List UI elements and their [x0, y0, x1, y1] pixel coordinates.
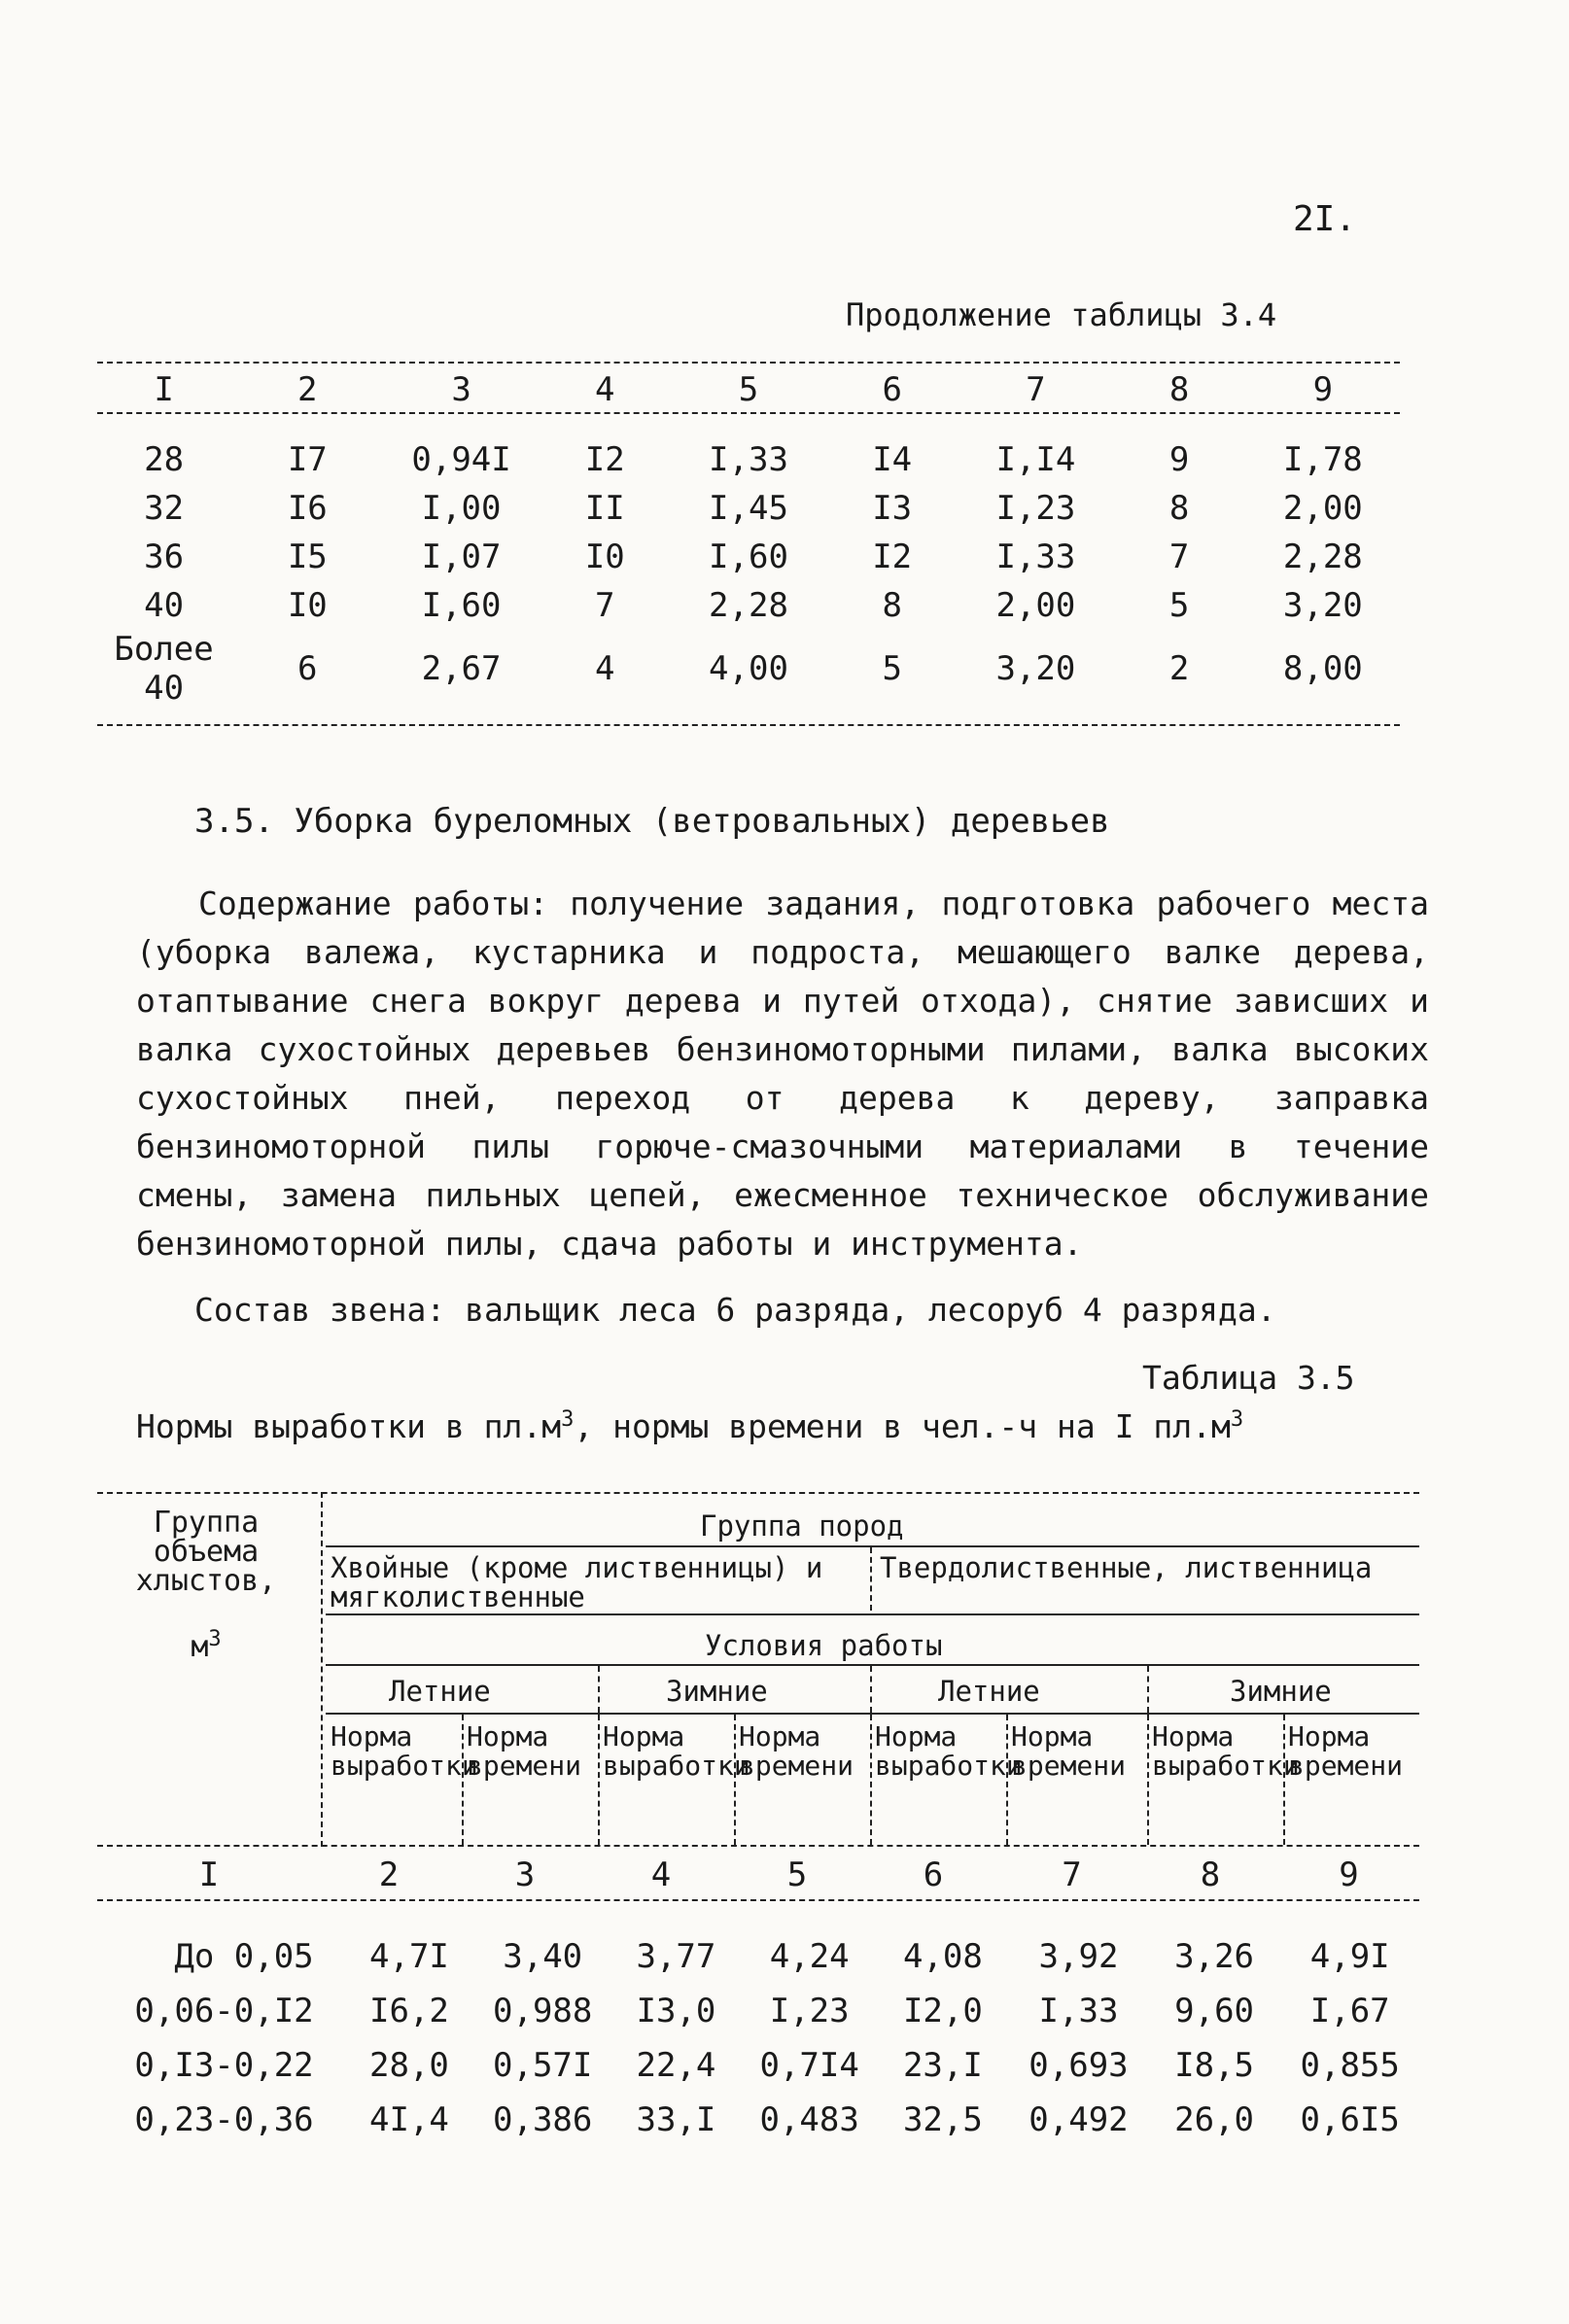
- table-cell: 7: [595, 586, 615, 625]
- norm-col-divider: [1283, 1715, 1285, 1845]
- table-cell: 0,988: [493, 1992, 593, 2030]
- table-row: [97, 484, 1400, 533]
- table-cell: 3,77: [636, 1937, 716, 1976]
- table-cell: II: [584, 489, 625, 528]
- norm-output-header: Норма выработки: [1152, 1720, 1300, 1782]
- column-number: I: [198, 1856, 220, 1894]
- table-row: [97, 1929, 1419, 1984]
- row-label: 0,I3-0,22: [134, 2046, 314, 2085]
- table-row: [97, 2093, 1419, 2147]
- t2-norm-rule: [97, 1845, 1419, 1847]
- column-number: 6: [882, 370, 902, 409]
- table-row: [97, 533, 1400, 581]
- table-cell: 4,24: [769, 1937, 850, 1976]
- table-row: [97, 2038, 1419, 2093]
- table-cell: I4: [872, 440, 913, 479]
- table-3-5-column-numbers-table: [97, 1853, 1419, 1897]
- unit-label: м: [191, 1630, 209, 1664]
- norm-output-header: Норма выработки: [875, 1720, 1023, 1782]
- column-number: 5: [786, 1856, 808, 1894]
- table-cell: 0,483: [759, 2100, 859, 2139]
- table-cell: 40: [144, 586, 185, 625]
- table-cell: I,60: [421, 586, 502, 625]
- group-volume-header: [109, 1506, 303, 1664]
- table-cell: 3,20: [995, 649, 1076, 688]
- winter-header-1: Зимние: [666, 1675, 768, 1708]
- page-number: 2I.: [1293, 199, 1357, 239]
- table-cell: 8: [1168, 489, 1190, 528]
- column-number: I: [154, 370, 174, 409]
- table-cell: I,33: [995, 538, 1076, 576]
- t2-top-rule: [97, 1492, 1419, 1494]
- table-cell: I0: [584, 538, 625, 576]
- table-cell: I,67: [1309, 1992, 1390, 2030]
- column-number: 3: [451, 370, 471, 409]
- table-cell: 33,I: [636, 2100, 716, 2139]
- table-cell: 0,855: [1300, 2046, 1400, 2085]
- table-cell: I2,0: [902, 1992, 983, 2030]
- title-part2: , нормы времени в чел.-ч на I пл.м: [574, 1407, 1231, 1445]
- summer-header-2: Летние: [938, 1675, 1040, 1708]
- crew-composition: Состав звена: вальщик леса 6 разряда, лесоруб 4 разряда.: [194, 1291, 1276, 1329]
- table-3-4-body: [97, 435, 1400, 708]
- table-cell: I5: [287, 538, 328, 576]
- table-cell: 0,693: [1029, 2046, 1129, 2085]
- t2-first-col-divider: [321, 1492, 323, 1847]
- table-cell: 5: [1168, 586, 1190, 625]
- table-cell: I2: [584, 440, 625, 479]
- t2-rule-2: [326, 1613, 1419, 1615]
- column-number: 9: [1312, 370, 1334, 409]
- table-cell: I,60: [709, 538, 788, 576]
- column-number: 4: [595, 370, 615, 409]
- column-number: 3: [514, 1856, 536, 1894]
- column-number: 9: [1339, 1856, 1359, 1894]
- t2-rule-4: [326, 1713, 1419, 1715]
- norm-time-header: Норма времени: [467, 1720, 582, 1782]
- norm-col-divider: [1147, 1715, 1149, 1845]
- norm-time-header: Норма времени: [739, 1720, 854, 1782]
- t2-species-divider: [870, 1547, 872, 1611]
- table-cell: 8: [882, 586, 902, 625]
- table-cell: 2,67: [421, 649, 502, 688]
- column-number: 2: [378, 1856, 400, 1894]
- table-cell: 2,00: [1282, 489, 1363, 528]
- norm-time-header: Норма времени: [1288, 1720, 1404, 1782]
- column-number: 8: [1200, 1856, 1221, 1894]
- column-number: 7: [1026, 370, 1046, 409]
- table-cell: 9,60: [1174, 1992, 1255, 2030]
- table-cell: 4: [595, 649, 615, 688]
- table-cell: 9: [1168, 440, 1190, 479]
- norm-output-header: Норма выработки: [331, 1720, 478, 1782]
- table-3-4-bottom-rule: [97, 724, 1400, 726]
- t2-cond-divider-2: [870, 1666, 872, 1713]
- norm-output-header: Норма выработки: [603, 1720, 750, 1782]
- table-3-4: [97, 367, 1400, 412]
- t2-cond-divider-1: [598, 1666, 600, 1713]
- table-cell: 3,92: [1038, 1937, 1119, 1976]
- summer-header-1: Летние: [389, 1675, 491, 1708]
- table-cell: 28,0: [369, 2046, 449, 2085]
- table-cell: I,23: [769, 1992, 850, 2030]
- table-cell: 4,08: [902, 1937, 983, 1976]
- table-cell: 36: [144, 538, 185, 576]
- table-cell: 6: [297, 649, 318, 688]
- table-3-4-header-rule: [97, 412, 1400, 414]
- t2-colnum-rule: [97, 1899, 1419, 1901]
- table-3-5-body: [97, 1929, 1419, 2147]
- norm-col-divider: [462, 1715, 464, 1845]
- table-cell: 0,94I: [411, 440, 511, 479]
- table-cell: I2: [872, 538, 913, 576]
- table-cell: 32: [144, 489, 185, 528]
- table-cell: 23,I: [902, 2046, 983, 2085]
- table-cell: I6: [287, 489, 328, 528]
- winter-header-2: Зимние: [1230, 1675, 1332, 1708]
- table-cell: 2,28: [709, 586, 788, 625]
- table-cell: 0,492: [1029, 2100, 1129, 2139]
- table-cell: 0,6I5: [1300, 2100, 1400, 2139]
- table-cell: I,07: [421, 538, 502, 576]
- content-label: Содержание работы:: [198, 885, 549, 922]
- table-cell: 4,9I: [1309, 1937, 1390, 1976]
- title-sup-1: 3: [561, 1407, 575, 1432]
- column-number: 5: [738, 370, 759, 409]
- table-cell: 0,386: [493, 2100, 593, 2139]
- table-3-4-column-numbers: [97, 367, 1400, 412]
- table-cell: 3,40: [503, 1937, 583, 1976]
- table-cell: 3,26: [1174, 1937, 1255, 1976]
- table-cell: I8,5: [1174, 2046, 1255, 2085]
- table-cell: 0,7I4: [759, 2046, 859, 2085]
- table-cell: I,45: [709, 489, 788, 528]
- column-number: 8: [1168, 370, 1190, 409]
- table-row: [97, 581, 1400, 630]
- table-cell: 2: [1168, 649, 1190, 688]
- table-cell: 4I,4: [369, 2100, 449, 2139]
- conditions-header: Условия работы: [705, 1629, 943, 1662]
- species-group-header: Группа пород: [700, 1509, 904, 1543]
- norm-col-divider: [598, 1715, 600, 1845]
- table-cell: I,33: [709, 440, 788, 479]
- title-sup-2: 3: [1230, 1407, 1244, 1432]
- title-part1: Нормы выработки в пл.м: [136, 1407, 562, 1445]
- column-number: 4: [650, 1856, 672, 1894]
- table-row: [97, 435, 1400, 484]
- content-text: получение задания, подготовка рабочего места (уборка валежа, кустарника и подроста, мешающего валке дерева, отаптывание снега вокруг дерева и путей отхода), снятие зависших и валка сухостойных деревьев бензиномоторными пилами, валка высоких сухостойных пней, переход от дерева к дереву, заправка бензиномоторной пилы горюче-смазочными материалами в течение смены, замена пильных цепей, ежесменное техническое обслуживание бензиномоторной пилы, сдача работы и инструмента.: [136, 885, 1430, 1263]
- column-number: 7: [1062, 1856, 1082, 1894]
- table-cell: 5: [882, 649, 902, 688]
- norm-col-divider: [1006, 1715, 1008, 1845]
- norm-col-divider: [870, 1715, 872, 1845]
- table-cell: 26,0: [1174, 2100, 1255, 2139]
- row-label: До 0,05: [174, 1937, 314, 1976]
- conifer-header: Хвойные (кроме лиственницы) и мягколиственные: [331, 1551, 823, 1613]
- table-cell: I,33: [1038, 1992, 1119, 2030]
- group-volume-label: Группа объема хлыстов,: [135, 1506, 277, 1598]
- table-cell: I,23: [995, 489, 1076, 528]
- table-cell: I7: [287, 440, 328, 479]
- column-number: 6: [923, 1856, 944, 1894]
- row-label: 0,23-0,36: [134, 2100, 314, 2139]
- table-cell: I6,2: [369, 1992, 449, 2030]
- table-cell: I3: [872, 489, 913, 528]
- t2-rule-3: [326, 1664, 1419, 1666]
- table-3-4-top-rule: [97, 362, 1400, 364]
- table-cell: 32,5: [902, 2100, 983, 2139]
- section-heading: 3.5. Уборка буреломных (ветровальных) деревьев: [194, 802, 1110, 841]
- table-cell: 4,00: [709, 649, 788, 688]
- table-cell: 3,20: [1282, 586, 1363, 625]
- table-3-5-column-numbers: [97, 1853, 1419, 1897]
- table-cell: 0,57I: [493, 2046, 593, 2085]
- table-cell: I,00: [421, 489, 502, 528]
- table-row: [97, 630, 1400, 708]
- table-cell: 4,7I: [369, 1937, 449, 1976]
- table-cell: 8,00: [1282, 649, 1363, 688]
- table-cell: I,I4: [995, 440, 1076, 479]
- t2-rule-1: [326, 1545, 1419, 1547]
- norm-col-divider: [734, 1715, 736, 1845]
- table-cell: 2,00: [995, 586, 1076, 625]
- table-cell: I,78: [1282, 440, 1363, 479]
- table-cell: 7: [1168, 538, 1190, 576]
- table-cell: I3,0: [636, 1992, 716, 2030]
- column-number: 2: [297, 370, 318, 409]
- t2-cond-divider-3: [1147, 1666, 1149, 1713]
- unit-sup: 3: [208, 1627, 222, 1651]
- table-cell: 28: [144, 440, 185, 479]
- table-cell: I0: [287, 586, 328, 625]
- row-label: 0,06-0,I2: [134, 1992, 314, 2030]
- table-cell: Более 40: [114, 630, 214, 708]
- table-3-5-title: [136, 1407, 1243, 1445]
- table-continuation-title: Продолжение таблицы 3.4: [846, 296, 1277, 333]
- hardwood-header: Твердолиственные, лиственница: [880, 1551, 1373, 1584]
- norm-time-header: Норма времени: [1011, 1720, 1127, 1782]
- table-row: [97, 1984, 1419, 2038]
- table-3-5-label: Таблица 3.5: [1142, 1359, 1355, 1397]
- table-cell: 22,4: [636, 2046, 716, 2085]
- table-cell: 2,28: [1282, 538, 1363, 576]
- content-paragraph: [136, 880, 1429, 1268]
